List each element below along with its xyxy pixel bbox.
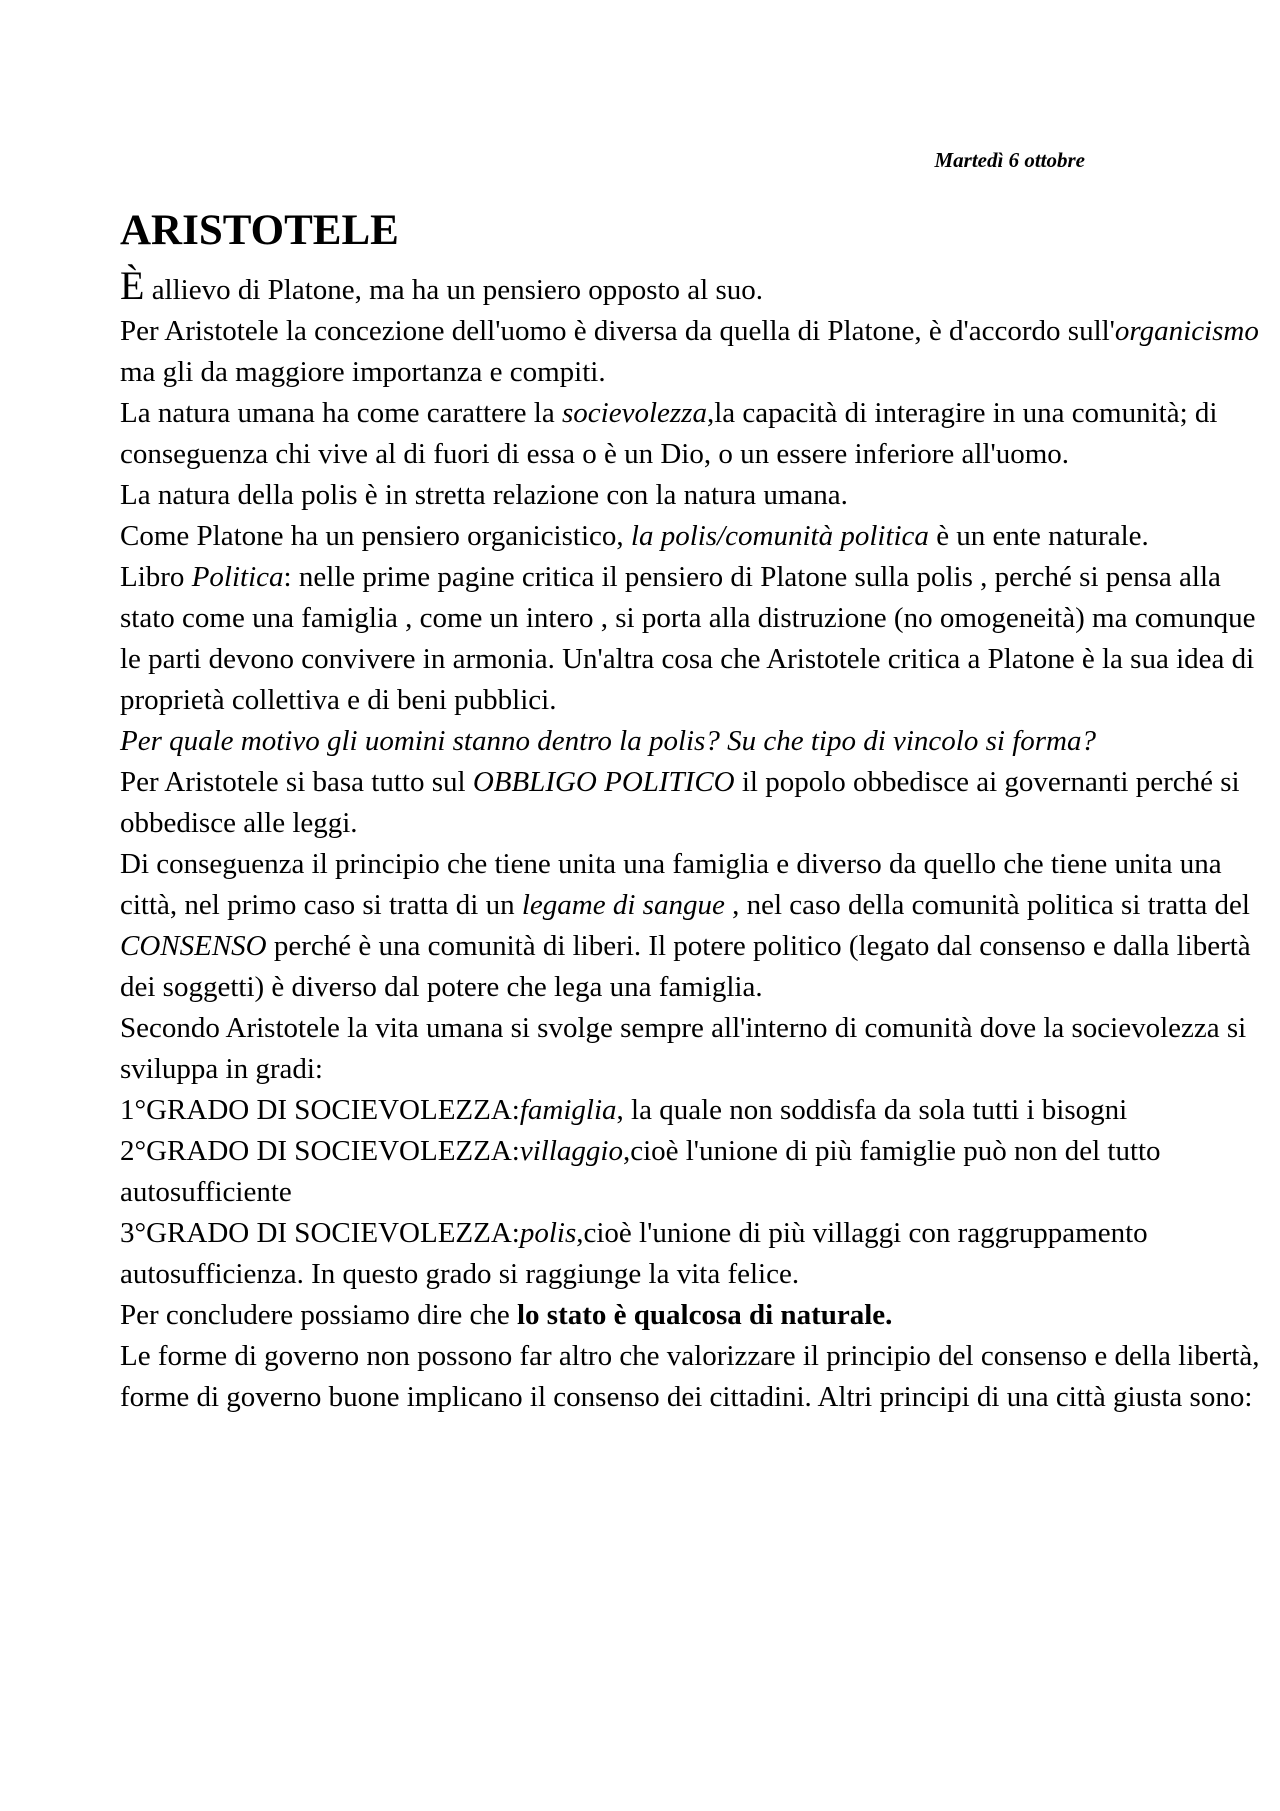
italic-term: villaggio <box>519 1135 623 1167</box>
italic-term: Politica <box>191 561 284 593</box>
bold-statement: lo stato è qualcosa di naturale. <box>517 1299 893 1331</box>
text-run: La natura umana ha come carattere la <box>120 397 562 429</box>
italic-term: OBBLIGO POLITICO <box>472 766 735 798</box>
text-run: ,cioè l'unione di più famiglie può non del tutto autosufficiente <box>120 1135 1161 1208</box>
paragraph-natura-umana <box>120 393 1270 475</box>
paragraph-domanda <box>120 721 1270 762</box>
text-run: Come Platone ha un pensiero organicistico, <box>120 520 631 552</box>
text-run: è un ente naturale. <box>928 520 1149 552</box>
italic-term: legame di sangue <box>521 889 725 921</box>
paragraph-organicismo <box>120 516 1270 557</box>
paragraph-grado-2 <box>120 1131 1270 1213</box>
paragraph-concezione-uomo <box>120 311 1270 393</box>
italic-term: famiglia <box>519 1094 617 1126</box>
text-run: Libro <box>120 561 192 593</box>
text-run: Per Aristotele si basa tutto sul <box>120 766 473 798</box>
paragraph-conclusione <box>120 1295 1270 1336</box>
italic-term: polis <box>519 1217 577 1249</box>
text-run: 2°GRADO DI SOCIEVOLEZZA: <box>120 1135 520 1167</box>
text-run: ma gli da maggiore importanza e compiti. <box>120 356 606 388</box>
text-run: Di conseguenza il principio che tiene unita una famiglia e diverso da quello che tiene unita una città, nel primo caso si tratta di un <box>120 848 1222 921</box>
text-run: , la quale non soddisfa da sola tutti i bisogni <box>616 1094 1128 1126</box>
text-run: ,cioè l'unione di più villaggi con raggruppamento autosufficienza. In questo grado si raggiunge la vita felice. <box>120 1217 1148 1290</box>
text-run: il popolo obbedisce ai governanti perché si obbedisce alle leggi. <box>120 766 1240 839</box>
text-run: 1°GRADO DI SOCIEVOLEZZA: <box>120 1094 520 1126</box>
italic-term: CONSENSO <box>120 930 267 962</box>
document-body <box>120 265 1270 1418</box>
paragraph-forme-governo <box>120 1336 1270 1418</box>
paragraph-grado-3 <box>120 1213 1270 1295</box>
paragraph-obbligo-politico <box>120 762 1270 844</box>
paragraph-consenso <box>120 844 1270 1008</box>
text-run: Per Aristotele la concezione dell'uomo è diversa da quella di Platone, è d'accordo sull' <box>120 315 1115 347</box>
italic-term: organicismo <box>1114 315 1259 347</box>
intro-text: allievo di Platone, ma ha un pensiero opposto al suo. <box>144 274 763 306</box>
paragraph-intro <box>120 265 1270 311</box>
paragraph-gradi <box>120 1008 1270 1090</box>
text-run: ,la capacità di interagire in una comunità; di conseguenza chi vive al di fuori di essa o è un Dio, o un essere inferiore all'uomo. <box>120 397 1218 470</box>
paragraph-grado-1 <box>120 1090 1270 1131</box>
text-run: Le forme di governo non possono far altro che valorizzare il principio del consenso e della libertà, forme di governo buone implicano il consenso dei cittadini. Altri principi di una città giusta sono: <box>120 1340 1260 1413</box>
date-header: Martedì 6 ottobre <box>934 148 1085 172</box>
text-run: La natura della polis è in stretta relazione con la natura umana. <box>120 479 848 511</box>
document-title: ARISTOTELE <box>120 207 399 254</box>
initial-letter: È <box>120 263 145 308</box>
text-run: perché è una comunità di liberi. Il potere politico (legato dal consenso e dalla libertà dei soggetti) è diverso dal potere che lega una famiglia. <box>120 930 1251 1003</box>
paragraph-libro-politica <box>120 557 1270 721</box>
italic-term: socievolezza <box>561 397 707 429</box>
text-run: Per concludere possiamo dire che <box>120 1299 517 1331</box>
paragraph-natura-polis <box>120 475 1270 516</box>
italic-term: la polis/comunità politica <box>630 520 929 552</box>
text-run: : nelle prime pagine critica il pensiero di Platone sulla polis , perché si pensa alla stato come una famiglia , come un intero , si porta alla distruzione (no omogeneità) ma comunque le parti devono convivere in armonia. Un'altra cosa che Aristotele critica a Platone è la sua idea di proprietà collettiva e di beni pubblici. <box>120 561 1256 716</box>
italic-question: Per quale motivo gli uomini stanno dentro la polis? Su che tipo di vincolo si forma? <box>120 725 1096 757</box>
text-run: , nel caso della comunità politica si tratta del <box>724 889 1250 921</box>
text-run: 3°GRADO DI SOCIEVOLEZZA: <box>120 1217 520 1249</box>
text-run: Secondo Aristotele la vita umana si svolge sempre all'interno di comunità dove la socievolezza si sviluppa in gradi: <box>120 1012 1247 1085</box>
